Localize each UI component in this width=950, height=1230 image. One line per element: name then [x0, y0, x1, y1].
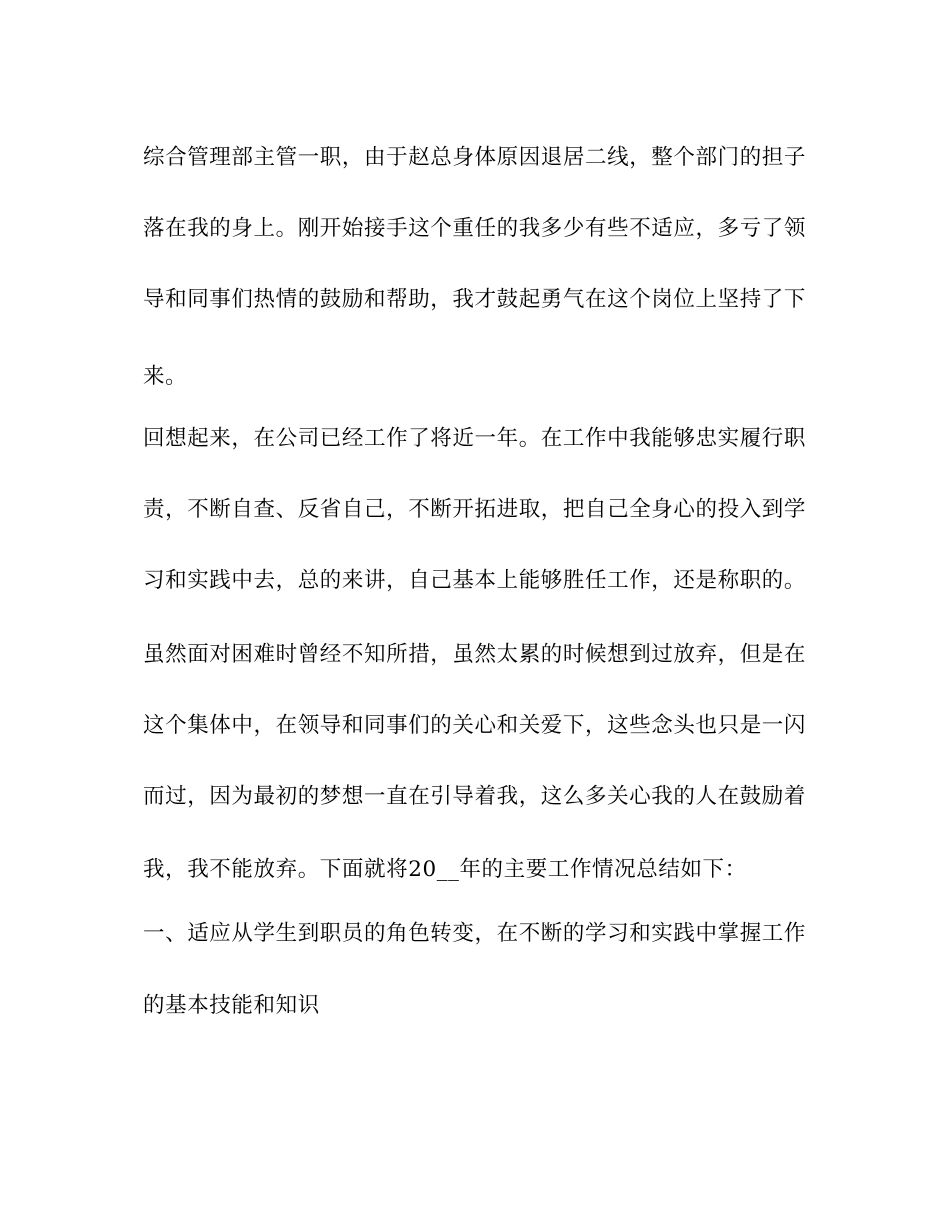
paragraph-line: 来。 — [143, 364, 188, 389]
paragraph-line: 我，我不能放弃。下面就将20__年的主要工作情况总结如下： — [143, 857, 747, 882]
paragraph-line: 责，不断自查、反省自己，不断开拓进取，把自己全身心的投入到学 — [143, 497, 807, 522]
paragraph-line: 回想起来，在公司已经工作了将近一年。在工作中我能够忠实履行职 — [143, 426, 807, 451]
heading-line: 一、适应从学生到职员的角色转变，在不断的学习和实践中掌握工作 — [143, 921, 807, 946]
paragraph-line: 这个集体中，在领导和同事们的关心和关爱下，这些念头也只是一闪 — [143, 713, 807, 738]
paragraph-line: 而过，因为最初的梦想一直在引导着我，这么多关心我的人在鼓励着 — [143, 784, 807, 809]
paragraph-line: 综合管理部主管一职，由于赵总身体原因退居二线，整个部门的担子 — [143, 145, 807, 170]
heading-line: 的基本技能和知识 — [143, 993, 320, 1018]
paragraph-line: 虽然面对困难时曾经不知所措，虽然太累的时候想到过放弃，但是在 — [143, 642, 807, 667]
paragraph-line: 落在我的身上。刚开始接手这个重任的我多少有些不适应，多亏了领 — [143, 216, 807, 241]
paragraph-line: 导和同事们热情的鼓励和帮助，我才鼓起勇气在这个岗位上坚持了下 — [143, 287, 807, 312]
paragraph-line: 习和实践中去，总的来讲，自己基本上能够胜任工作，还是称职的。 — [143, 568, 807, 593]
